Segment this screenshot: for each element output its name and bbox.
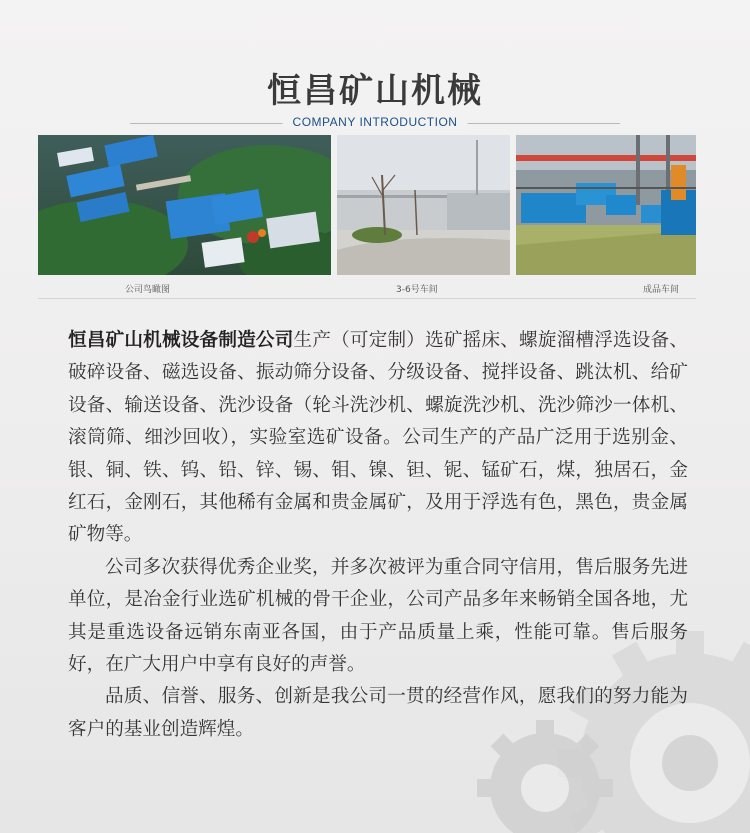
subtitle-row [0,113,750,135]
finished-products-workshop-photo [516,135,696,275]
photo-caption: 成品车间 [643,285,680,295]
caption-divider [38,298,696,299]
page-title: 恒昌矿山机械 [267,71,483,111]
company-name: 恒昌矿山机械设备制造公司 [68,330,294,351]
company-introduction [68,325,688,746]
page-subtitle: COMPANY INTRODUCTION [283,115,468,129]
photo-caption: 3-6号车间 [396,285,438,295]
intro-paragraph-3: 品质、信誉、服务、创新是我公司一贯的经营作风，愿我们的努力能为客户的基业创造辉煌。 [68,686,688,740]
aerial-factory-photo [38,135,331,275]
intro-paragraph-2: 公司多次获得优秀企业奖，并多次被评为重合同守信用，售后服务先进单位，是冶金行业选矿机械的骨干企业，公司产品多年来畅销全国各地，尤其是重选设备远销东南亚各国，由于产品质量上乘，性能可靠。售后服务好，在广大用户中享有良好的声誉。 [68,556,688,676]
photo-captions [38,282,696,302]
photo-strip [38,135,696,275]
intro-paragraph-1 [68,325,688,552]
workshop-exterior-photo [337,135,510,275]
intro-paragraph-1-text: 生产（可定制）选矿摇床、螺旋溜槽浮选设备、破碎设备、磁选设备、振动筛分设备、分级设备、搅拌设备、跳汰机、给矿设备、输送设备、洗沙设备（轮斗洗沙机、螺旋洗沙机、洗沙筛沙一体机、滚筒筛、细沙回收），实验室选矿设备。公司生产的产品广泛用于选别金、银、铜、铁、钨、铅、锌、锡、钼、镍、钽、铌、锰矿石，煤，独居石，金红石，金刚石，其他稀有金属和贵金属矿，及用于浮选有色，黑色，贵金属矿物等。 [68,330,688,546]
photo-caption: 公司鸟瞰图 [125,285,171,295]
